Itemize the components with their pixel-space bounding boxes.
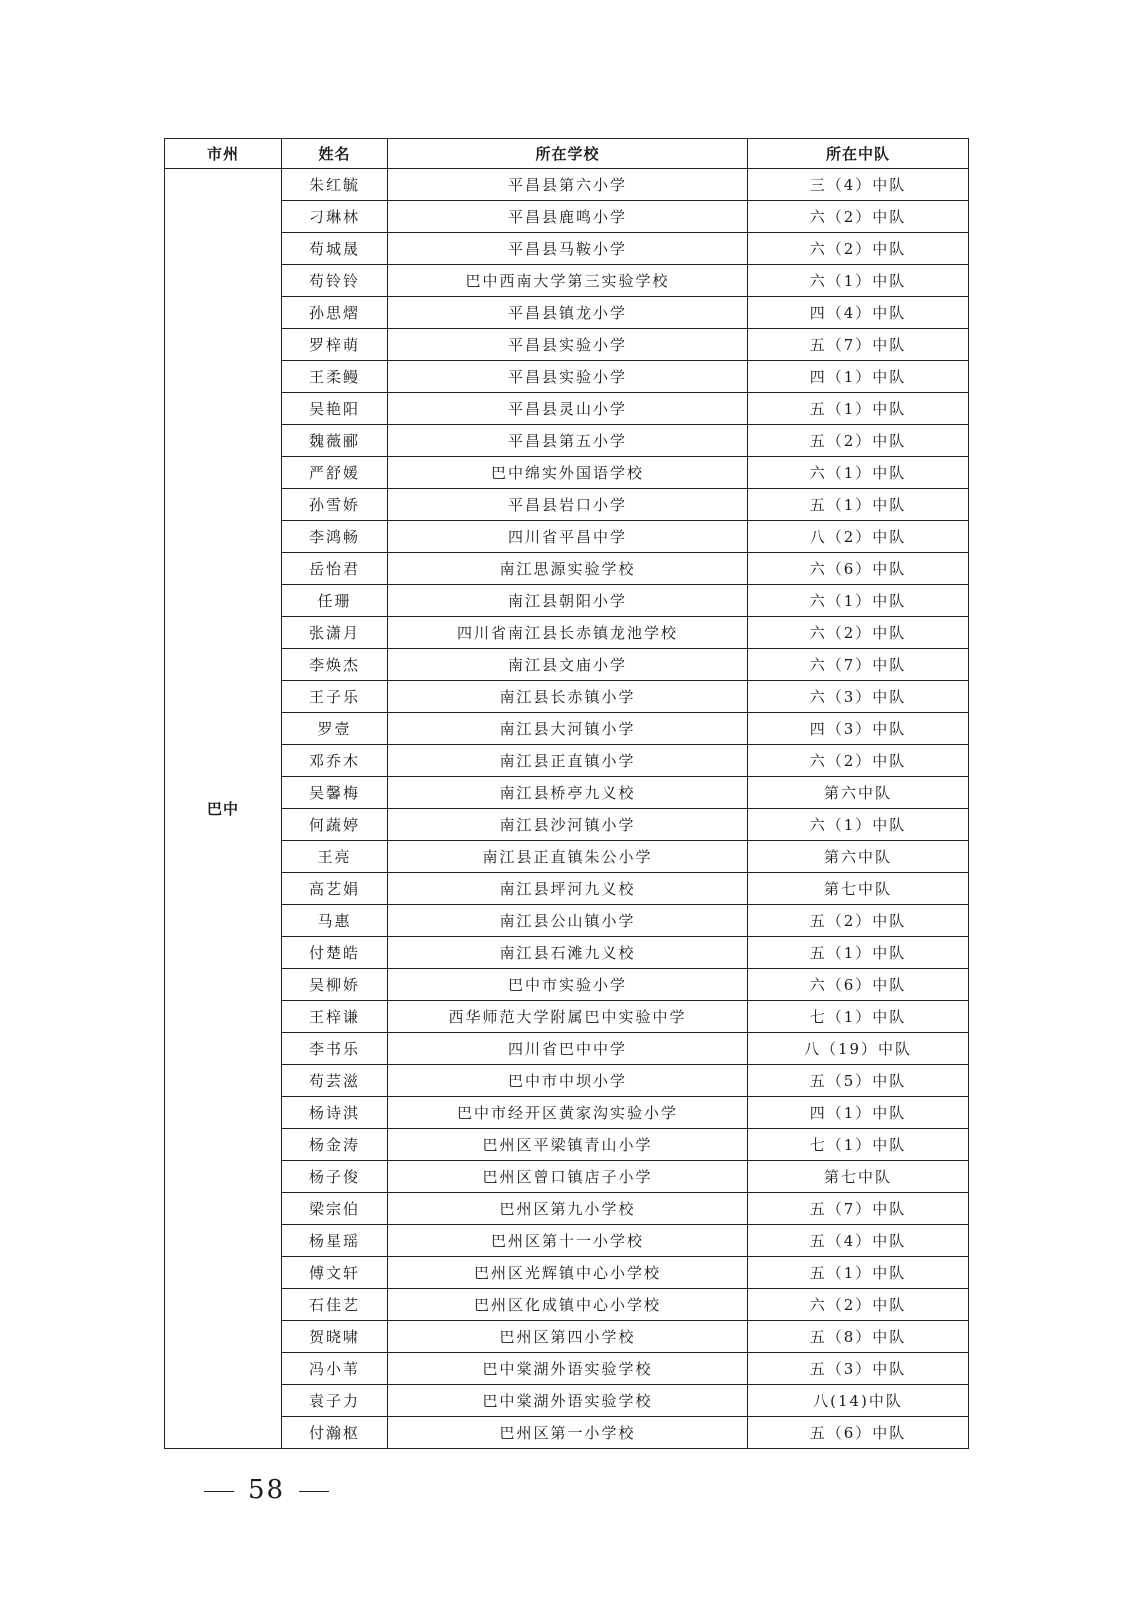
squad-cell: 五（1）中队	[748, 393, 969, 425]
student-name-cell: 李书乐	[282, 1033, 388, 1065]
squad-cell: 八(14)中队	[748, 1385, 969, 1417]
student-name-cell: 刁琳林	[282, 201, 388, 233]
squad-cell: 八（19）中队	[748, 1033, 969, 1065]
student-name-cell: 付楚皓	[282, 937, 388, 969]
student-name-cell: 杨子俊	[282, 1161, 388, 1193]
school-cell: 平昌县第六小学	[388, 169, 748, 201]
table-row	[165, 841, 969, 873]
table-row	[165, 649, 969, 681]
header-city: 市州	[165, 139, 282, 169]
table-row	[165, 937, 969, 969]
header-squad: 所在中队	[748, 139, 969, 169]
table-row	[165, 1225, 969, 1257]
student-name-cell: 吴馨梅	[282, 777, 388, 809]
table-row	[165, 809, 969, 841]
table-row	[165, 553, 969, 585]
table-row	[165, 1289, 969, 1321]
table-row	[165, 201, 969, 233]
city-cell: 巴中	[165, 169, 282, 1449]
table-row	[165, 361, 969, 393]
table-row	[165, 1257, 969, 1289]
table-row	[165, 1385, 969, 1417]
school-cell: 南江县长赤镇小学	[388, 681, 748, 713]
squad-cell: 五（1）中队	[748, 937, 969, 969]
school-cell: 巴中棠湖外语实验学校	[388, 1353, 748, 1385]
header-row	[165, 139, 969, 169]
student-name-cell: 苟芸滋	[282, 1065, 388, 1097]
table-row	[165, 1321, 969, 1353]
table-row	[165, 1193, 969, 1225]
squad-cell: 第六中队	[748, 841, 969, 873]
school-cell: 南江县坪河九义校	[388, 873, 748, 905]
school-cell: 巴州区平梁镇青山小学	[388, 1129, 748, 1161]
roster-body	[165, 169, 969, 1449]
student-name-cell: 石佳艺	[282, 1289, 388, 1321]
student-name-cell: 朱红毓	[282, 169, 388, 201]
school-cell: 巴中绵实外国语学校	[388, 457, 748, 489]
school-cell: 南江县大河镇小学	[388, 713, 748, 745]
squad-cell: 六（1）中队	[748, 809, 969, 841]
squad-cell: 五（3）中队	[748, 1353, 969, 1385]
student-name-cell: 孙思熠	[282, 297, 388, 329]
school-cell: 平昌县岩口小学	[388, 489, 748, 521]
table-row	[165, 1065, 969, 1097]
squad-cell: 四（1）中队	[748, 1097, 969, 1129]
header-school: 所在学校	[388, 139, 748, 169]
table-row	[165, 169, 969, 201]
squad-cell: 七（1）中队	[748, 1129, 969, 1161]
page-number: 58	[248, 1475, 286, 1505]
squad-cell: 六（7）中队	[748, 649, 969, 681]
school-cell: 巴中棠湖外语实验学校	[388, 1385, 748, 1417]
student-name-cell: 袁子力	[282, 1385, 388, 1417]
school-cell: 平昌县马鞍小学	[388, 233, 748, 265]
squad-cell: 六（1）中队	[748, 265, 969, 297]
school-cell: 南江县桥亭九义校	[388, 777, 748, 809]
table-row	[165, 777, 969, 809]
squad-cell: 六（6）中队	[748, 553, 969, 585]
student-name-cell: 王梓谦	[282, 1001, 388, 1033]
table-row	[165, 1129, 969, 1161]
squad-cell: 六（2）中队	[748, 1289, 969, 1321]
squad-cell: 五（2）中队	[748, 905, 969, 937]
squad-cell: 五（7）中队	[748, 1193, 969, 1225]
student-name-cell: 邓乔木	[282, 745, 388, 777]
school-cell: 巴中西南大学第三实验学校	[388, 265, 748, 297]
school-cell: 巴中市中坝小学	[388, 1065, 748, 1097]
table-row	[165, 1033, 969, 1065]
table-row	[165, 1417, 969, 1449]
squad-cell: 八（2）中队	[748, 521, 969, 553]
squad-cell: 五（1）中队	[748, 1257, 969, 1289]
footer-dash-right	[299, 1491, 329, 1492]
student-name-cell: 李鸿畅	[282, 521, 388, 553]
student-name-cell: 罗梓萌	[282, 329, 388, 361]
school-cell: 巴州区第一小学校	[388, 1417, 748, 1449]
squad-cell: 第七中队	[748, 873, 969, 905]
student-name-cell: 付瀚枢	[282, 1417, 388, 1449]
school-cell: 巴州区曾口镇店子小学	[388, 1161, 748, 1193]
school-cell: 巴州区第十一小学校	[388, 1225, 748, 1257]
squad-cell: 五（7）中队	[748, 329, 969, 361]
squad-cell: 五（1）中队	[748, 489, 969, 521]
student-name-cell: 梁宗伯	[282, 1193, 388, 1225]
student-name-cell: 吴柳娇	[282, 969, 388, 1001]
table-row	[165, 265, 969, 297]
header-name: 姓名	[282, 139, 388, 169]
table-row	[165, 1161, 969, 1193]
squad-cell: 六（3）中队	[748, 681, 969, 713]
student-name-cell: 马惠	[282, 905, 388, 937]
squad-cell: 六（1）中队	[748, 585, 969, 617]
student-name-cell: 何蔬婷	[282, 809, 388, 841]
school-cell: 平昌县鹿鸣小学	[388, 201, 748, 233]
squad-cell: 五（2）中队	[748, 425, 969, 457]
student-name-cell: 王柔鳗	[282, 361, 388, 393]
student-name-cell: 任珊	[282, 585, 388, 617]
squad-cell: 六（1）中队	[748, 457, 969, 489]
student-name-cell: 李焕杰	[282, 649, 388, 681]
table-row	[165, 873, 969, 905]
school-cell: 南江县沙河镇小学	[388, 809, 748, 841]
school-cell: 南江县公山镇小学	[388, 905, 748, 937]
school-cell: 西华师范大学附属巴中实验中学	[388, 1001, 748, 1033]
student-name-cell: 杨星瑶	[282, 1225, 388, 1257]
table-row	[165, 1097, 969, 1129]
school-cell: 南江县朝阳小学	[388, 585, 748, 617]
squad-cell: 七（1）中队	[748, 1001, 969, 1033]
squad-cell: 五（4）中队	[748, 1225, 969, 1257]
squad-cell: 五（6）中队	[748, 1417, 969, 1449]
table-row	[165, 681, 969, 713]
squad-cell: 四（3）中队	[748, 713, 969, 745]
school-cell: 巴中市经开区黄家沟实验小学	[388, 1097, 748, 1129]
student-name-cell: 罗壹	[282, 713, 388, 745]
student-name-cell: 孙雪娇	[282, 489, 388, 521]
squad-cell: 第六中队	[748, 777, 969, 809]
school-cell: 四川省平昌中学	[388, 521, 748, 553]
table-row	[165, 617, 969, 649]
school-cell: 平昌县灵山小学	[388, 393, 748, 425]
student-name-cell: 王子乐	[282, 681, 388, 713]
table-row	[165, 489, 969, 521]
student-name-cell: 傅文轩	[282, 1257, 388, 1289]
school-cell: 平昌县第五小学	[388, 425, 748, 457]
student-name-cell: 苟城晟	[282, 233, 388, 265]
student-name-cell: 贺晓啸	[282, 1321, 388, 1353]
school-cell: 平昌县实验小学	[388, 361, 748, 393]
table-row	[165, 233, 969, 265]
student-name-cell: 杨金涛	[282, 1129, 388, 1161]
student-name-cell: 冯小苇	[282, 1353, 388, 1385]
school-cell: 巴州区第九小学校	[388, 1193, 748, 1225]
table-row	[165, 969, 969, 1001]
table-row	[165, 297, 969, 329]
squad-cell: 四（4）中队	[748, 297, 969, 329]
school-cell: 南江县石滩九义校	[388, 937, 748, 969]
squad-cell: 四（1）中队	[748, 361, 969, 393]
school-cell: 巴中市实验小学	[388, 969, 748, 1001]
student-name-cell: 高艺娟	[282, 873, 388, 905]
squad-cell: 三（4）中队	[748, 169, 969, 201]
school-cell: 南江县正直镇朱公小学	[388, 841, 748, 873]
squad-cell: 五（5）中队	[748, 1065, 969, 1097]
school-cell: 四川省南江县长赤镇龙池学校	[388, 617, 748, 649]
student-name-cell: 王亮	[282, 841, 388, 873]
student-name-cell: 岳怡君	[282, 553, 388, 585]
squad-cell: 第七中队	[748, 1161, 969, 1193]
squad-cell: 五（8）中队	[748, 1321, 969, 1353]
squad-cell: 六（6）中队	[748, 969, 969, 1001]
footer-dash-left	[204, 1491, 234, 1492]
student-name-cell: 严舒媛	[282, 457, 388, 489]
school-cell: 四川省巴中中学	[388, 1033, 748, 1065]
table-row	[165, 329, 969, 361]
page-footer	[190, 1475, 343, 1505]
squad-cell: 六（2）中队	[748, 201, 969, 233]
table-row	[165, 905, 969, 937]
school-cell: 巴州区第四小学校	[388, 1321, 748, 1353]
school-cell: 巴州区光辉镇中心小学校	[388, 1257, 748, 1289]
table-row	[165, 393, 969, 425]
squad-cell: 六（2）中队	[748, 745, 969, 777]
squad-cell: 六（2）中队	[748, 233, 969, 265]
table-row	[165, 1353, 969, 1385]
student-name-cell: 吴艳阳	[282, 393, 388, 425]
student-name-cell: 苟铃铃	[282, 265, 388, 297]
table-row	[165, 585, 969, 617]
table-row	[165, 521, 969, 553]
school-cell: 南江思源实验学校	[388, 553, 748, 585]
table-row	[165, 1001, 969, 1033]
roster-table	[164, 138, 969, 1449]
school-cell: 南江县文庙小学	[388, 649, 748, 681]
table-row	[165, 713, 969, 745]
table-row	[165, 425, 969, 457]
school-cell: 平昌县实验小学	[388, 329, 748, 361]
student-name-cell: 魏薇郦	[282, 425, 388, 457]
student-name-cell: 杨诗淇	[282, 1097, 388, 1129]
student-name-cell: 张潇月	[282, 617, 388, 649]
table-row	[165, 457, 969, 489]
table-row	[165, 745, 969, 777]
school-cell: 平昌县镇龙小学	[388, 297, 748, 329]
school-cell: 南江县正直镇小学	[388, 745, 748, 777]
squad-cell: 六（2）中队	[748, 617, 969, 649]
school-cell: 巴州区化成镇中心小学校	[388, 1289, 748, 1321]
